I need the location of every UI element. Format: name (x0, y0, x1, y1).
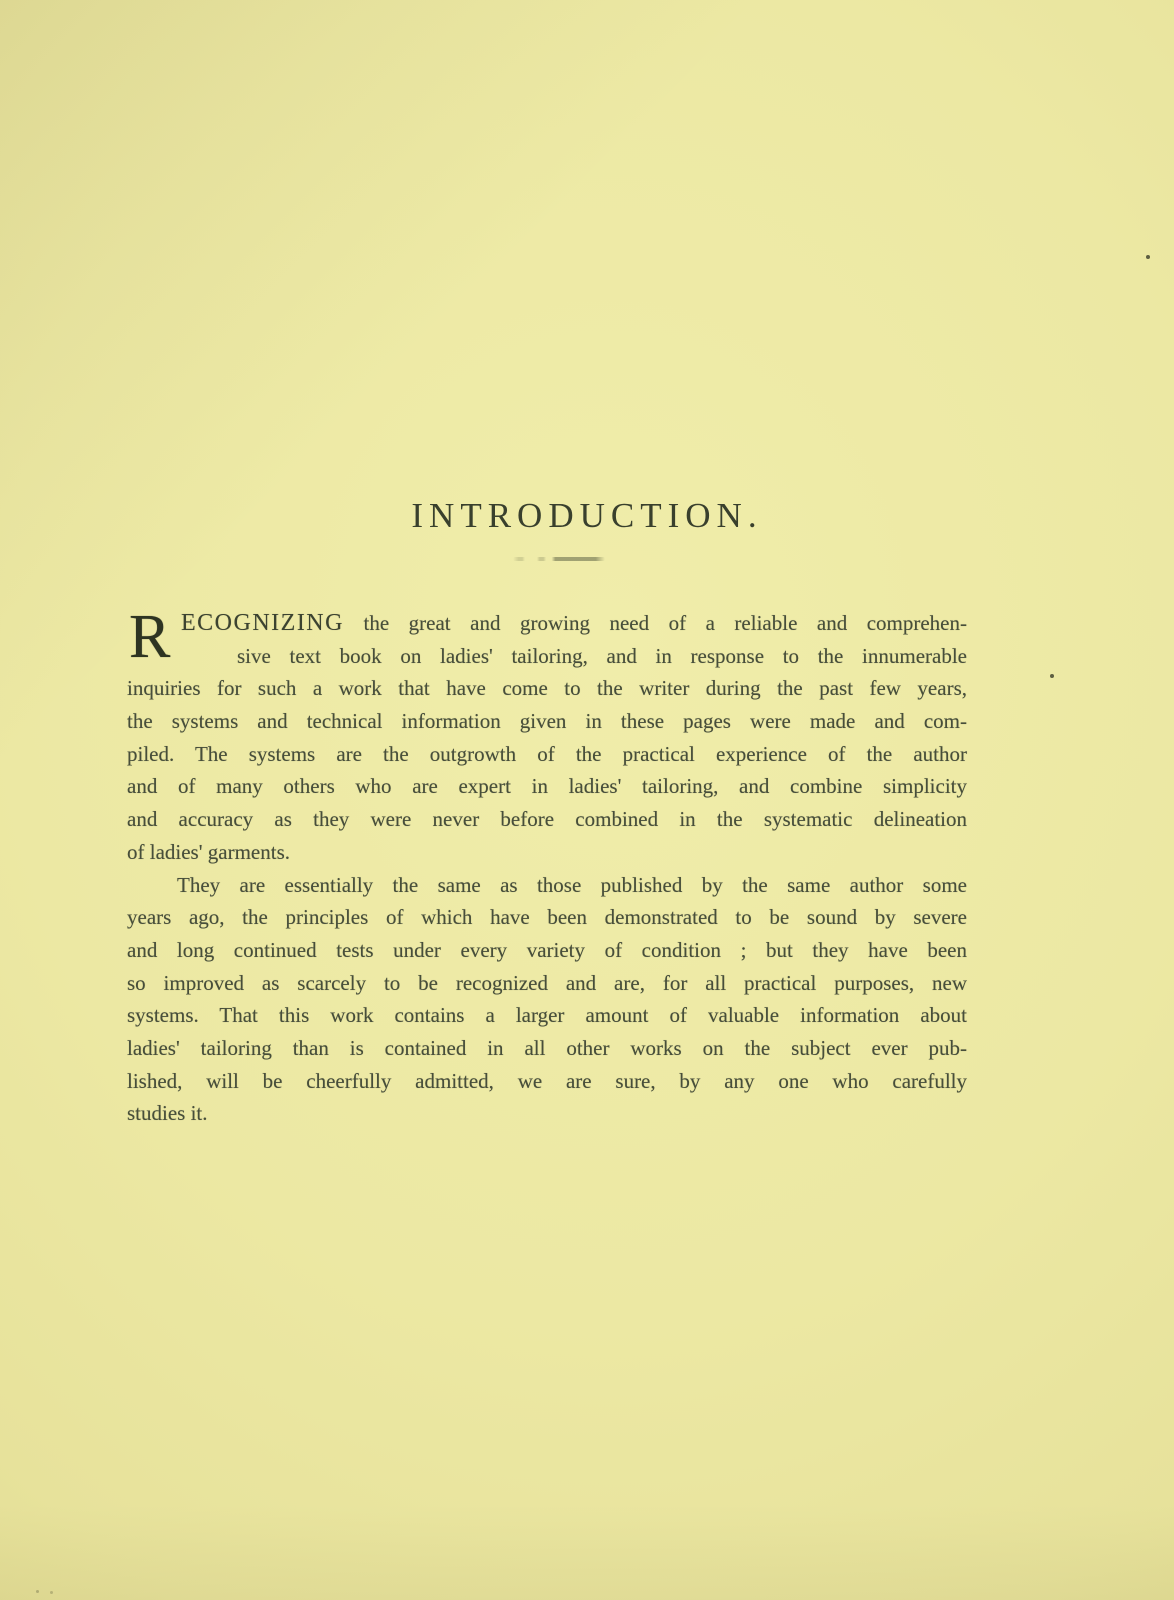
text-line: sive text book on ladies' tailoring, and in response to the innumerable (237, 643, 967, 668)
text-line: They are essentially the same as those published by the same author some (177, 872, 967, 897)
opening-word-caps: ECOGNIZING (181, 610, 344, 636)
ink-speck (1146, 255, 1150, 259)
text-line: of ladies' garments. (127, 839, 290, 864)
text-line: and accuracy as they were never before combined in the systematic delineation (127, 807, 967, 832)
text-line: systems. That this work contains a larger amount of valuable information about (127, 1003, 967, 1028)
text-line: lished, will be cheerfully admitted, we are sure, by any one who carefully (127, 1068, 967, 1093)
text-line-fragment: the great and growing need of a reliable and comprehen- (363, 611, 967, 635)
text-line: the systems and technical information given in these pages were made and com- (127, 709, 967, 734)
text-line: piled. The systems are the outgrowth of the practical experience of the author (127, 741, 967, 766)
text-line: studies it. (127, 1101, 208, 1126)
text-line: so improved as scarcely to be recognized and are, for all practical purposes, new (127, 970, 967, 995)
text-line: ladies' tailoring than is contained in all other works on the subject ever pub- (127, 1035, 967, 1060)
ink-speck (36, 1590, 39, 1593)
text-line: years ago, the principles of which have been demonstrated to be sound by severe (127, 905, 967, 930)
title-ornament-rule (513, 557, 605, 561)
text-line: and of many others who are expert in ladies' tailoring, and combine simplicity (127, 774, 967, 799)
text-line: and long continued tests under every variety of condition ; but they have been (127, 937, 967, 962)
ink-speck (50, 1591, 53, 1594)
text-line: inquiries for such a work that have come to the writer during the past few years, (127, 676, 967, 701)
ink-speck (1050, 674, 1054, 678)
text-line (127, 607, 967, 640)
drop-cap: R (129, 603, 171, 671)
body-text (127, 603, 967, 1130)
page-title: INTRODUCTION. (411, 496, 763, 535)
